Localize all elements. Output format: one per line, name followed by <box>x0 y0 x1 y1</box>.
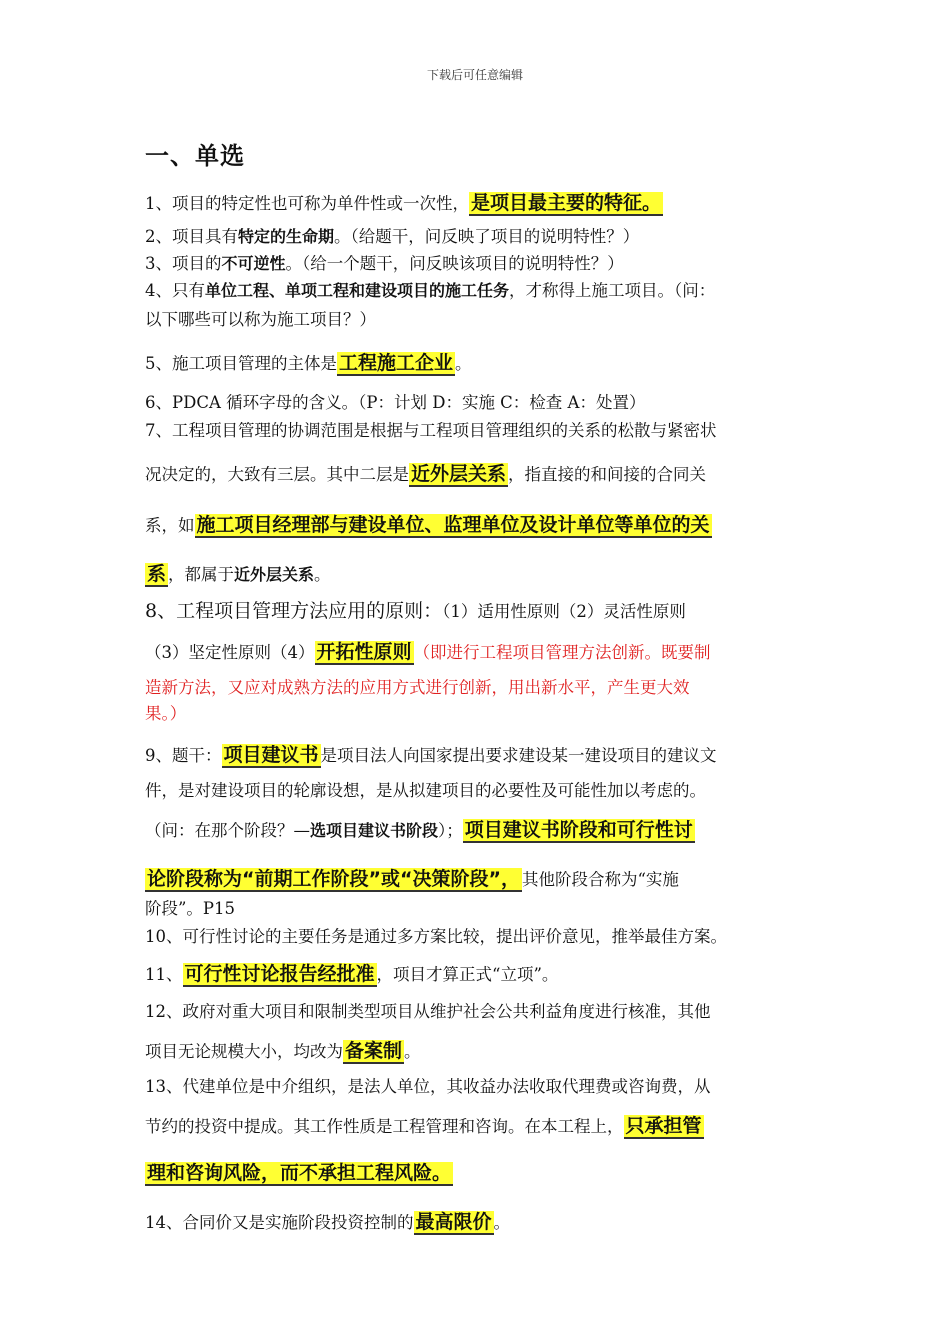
highlight: 项目建议书 <box>223 744 319 766</box>
item-12: 12、政府对重大项目和限制类型项目从维护社会公共利益角度进行核准，其他 <box>145 1002 711 1021</box>
item-8-cont2: 造新方法，又应对成熟方法的应用方式进行创新，用出新水平，产生更大效 <box>145 678 690 697</box>
highlight: 论阶段称为“前期工作阶段”或“决策阶段”， <box>147 868 520 890</box>
item-2: 2、项目具有特定的生命期。（给题干，问反映了项目的说明特性？） <box>145 227 640 246</box>
item-9-cont4: 阶段”。P15 <box>145 899 236 918</box>
highlight: 最高限价 <box>415 1211 492 1233</box>
item-8: 8、工程项目管理方法应用的原则：（1）适用性原则（2）灵活性原则 <box>145 600 686 622</box>
item-1: 1、项目的特定性也可称为单件性或一次性， 是项目最主要的特征。 <box>145 192 662 214</box>
highlight: 近外层关系 <box>411 463 507 485</box>
item-6: 6、PDCA 循环字母的含义。（P：计划 D：实施 C：检查 A：处置） <box>145 393 646 412</box>
item-3: 3、项目的不可逆性。（给一个题干，问反映该项目的说明特性？） <box>145 254 624 273</box>
item-8-cont3: 果。） <box>145 704 187 723</box>
item-7-cont3: 系 ，都属于近外层关系。 <box>147 563 331 585</box>
item-12-cont: 项目无论规模大小，均改为 备案制 。 <box>145 1040 421 1062</box>
item-13-cont1: 节约的投资中提成。其工作性质是工程管理和咨询。在本工程上， 只承担管 <box>145 1115 702 1137</box>
section-title: 一、单选 <box>145 142 245 170</box>
item-7: 7、工程项目管理的协调范围是根据与工程项目管理组织的关系的松散与紧密状 <box>145 421 717 440</box>
item-4-cont: 以下哪些可以称为施工项目？） <box>145 310 376 329</box>
item-7-cont2: 系，如 施工项目经理部与建设单位、监理单位及设计单位等单位的关 <box>145 514 710 536</box>
item-4: 4、只有单位工程、单项工程和建设项目的施工任务，才称得上施工项目。（问： <box>145 281 716 300</box>
item-11: 11、 可行性讨论报告经批准 ，项目才算正式“立项”。 <box>145 963 559 985</box>
item-9-cont2: （问：在那个阶段？—选项目建议书阶段）； 项目建议书阶段和可行性讨 <box>145 819 693 841</box>
highlight: 施工项目经理部与建设单位、监理单位及设计单位等单位的关 <box>196 514 710 536</box>
highlight: 开拓性原则 <box>316 641 412 663</box>
item-9-cont1: 件，是对建设项目的轮廓设想，是从拟建项目的必要性及可能性加以考虑的。 <box>145 781 706 800</box>
item-14: 14、合同价又是实施阶段投资控制的 最高限价 。 <box>145 1211 511 1233</box>
item-5: 5、施工项目管理的主体是 工程施工企业 。 <box>145 352 472 374</box>
item-9: 9、题干： 项目建议书 是项目法人向国家提出要求建设某一建设项目的建议文 <box>145 744 717 766</box>
highlight: 系 <box>147 563 167 585</box>
item-13-cont2 <box>145 1158 810 1185</box>
highlight: 可行性讨论报告经批准 <box>184 963 375 985</box>
highlight: 理和咨询风险，而不承担工程风险。 <box>147 1162 452 1184</box>
highlight: 只承担管 <box>625 1115 702 1137</box>
document-body <box>145 184 810 1234</box>
page-header: 下载后可任意编辑 <box>426 68 523 82</box>
highlight: 项目建议书阶段和可行性讨 <box>464 819 693 841</box>
highlight: 是项目最主要的特征。 <box>471 192 662 214</box>
highlight: 备案制 <box>345 1040 403 1062</box>
item-13: 13、代建单位是中介组织，是法人单位，其收益办法收取代理费或咨询费，从 <box>145 1077 711 1096</box>
item-10: 10、可行性讨论的主要任务是通过多方案比较，提出评价意见，推举最佳方案。 <box>145 927 727 946</box>
item-8-cont1: （3）坚定性原则（4） 开拓性原则 （即进行工程项目管理方法创新。既要制 <box>145 641 711 663</box>
item-9-cont3: 论阶段称为“前期工作阶段”或“决策阶段”， 其他阶段合称为“实施 <box>147 868 679 890</box>
item-7-cont1: 况决定的，大致有三层。其中二层是 近外层关系 ，指直接的和间接的合同关 <box>145 463 707 485</box>
highlight: 工程施工企业 <box>339 352 454 374</box>
